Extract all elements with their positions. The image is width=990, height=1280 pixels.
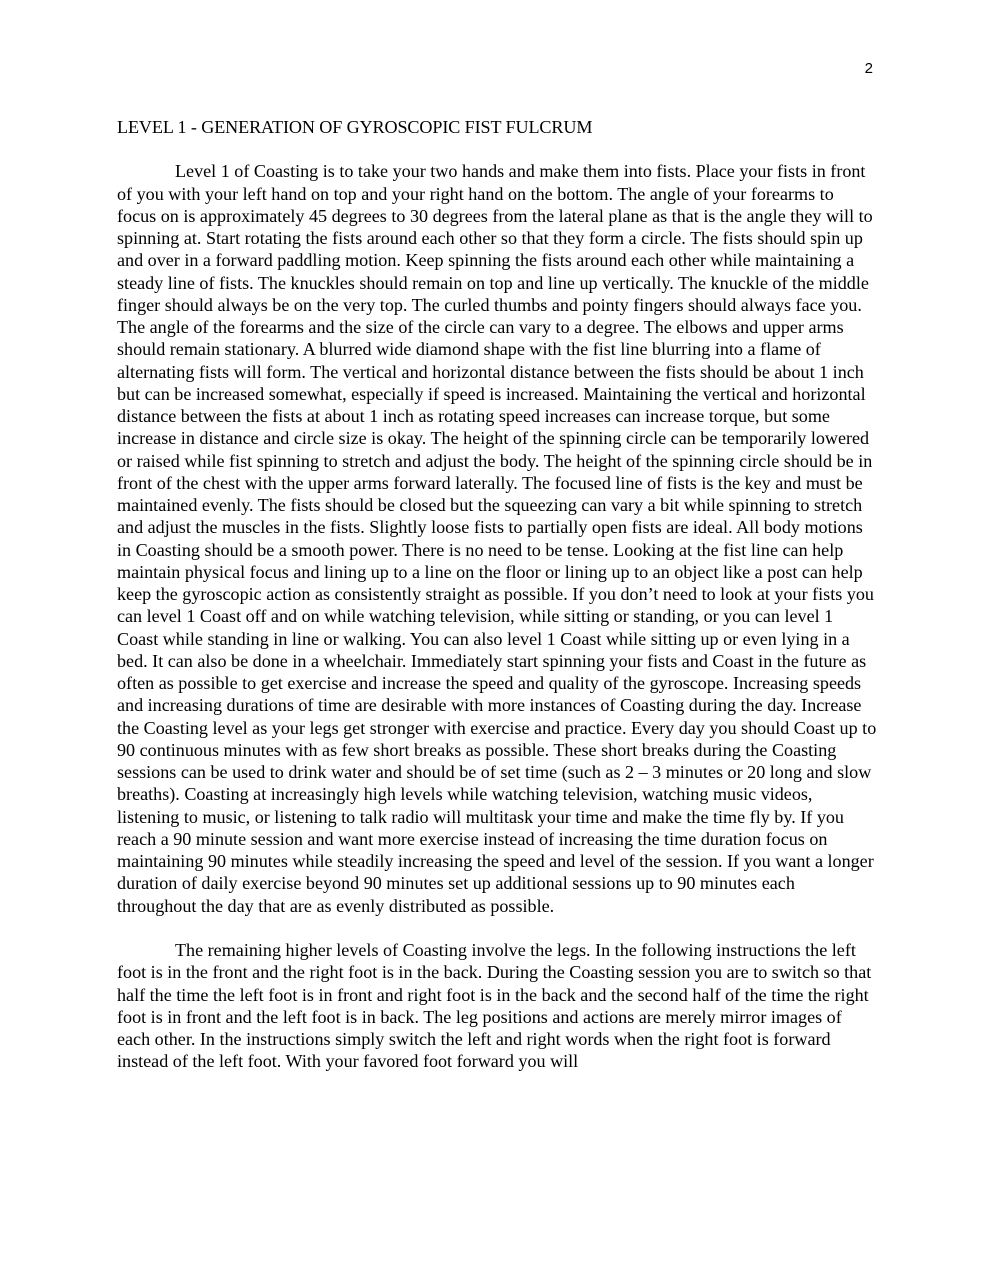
page-number: 2 — [864, 60, 873, 77]
paragraph-level-1: Level 1 of Coasting is to take your two hands and make them into fists. Place your fists in front of you with your left hand on top and your right hand on the bottom. The angle of your forearms to focus on is approximately 45 degrees to 30 degrees from the lateral plane as that is the angle they will to spinning at. Start rotating the fists around each other so that they form a circle. The fists should spin up and over in a forward paddling motion. Keep spinning the fists around each other while maintaining a steady line of fists. The knuckles should remain on top and line up vertically. The knuckle of the middle finger should always be on the very top. The curled thumbs and pointy fingers should always face you. The angle of the forearms and the size of the circle can vary to a degree. The elbows and upper arms should remain stationary. A blurred wide diamond shape with the fist line blurring into a flame of alternating fists will form. The vertical and horizontal distance between the fists should be about 1 inch but can be increased somewhat, especially if speed is increased. Maintaining the vertical and horizontal distance between the fists at about 1 inch as rotating speed increases can increase torque, but some increase in distance and circle size is okay. The height of the spinning circle can be temporarily lowered or raised while fist spinning to stretch and adjust the body. The height of the spinning circle should be in front of the chest with the upper arms forward laterally. The focused line of fists is the key and must be maintained evenly. The fists should be closed but the squeezing can vary a bit while spinning to stretch and adjust the muscles in the fists. Slightly loose fists to partially open fists are ideal. All body motions in Coasting should be a smooth power. There is no need to be tense. Looking at the fist line can help maintain physical focus and lining up to a line on the floor or lining up to an object like a post can help keep the gyroscopic action as consistently straight as possible. If you don’t need to look at your fists you can level 1 Coast off and on while watching television, while sitting or standing, or you can level 1 Coast while standing in line or walking. You can also level 1 Coast while sitting up or even lying in a bed. It can also be done in a wheelchair. Immediately start spinning your fists and Coast in the future as often as possible to get exercise and increase the speed and quality of the gyroscope. Increasing speeds and increasing durations of time are desirable with more instances of Coasting during the day. Increase the Coasting level as your legs get stronger with exercise and practice. Every day you should Coast up to 90 continuous minutes with as few short breaks as possible. These short breaks during the Coasting sessions can be used to drink water and should be of set time (such as 2 – 3 minutes or 20 long and slow breaths). Coasting at increasingly high levels while watching television, watching music videos, listening to music, or listening to talk radio will multitask your time and make the time fly by. If you reach a 90 minute session and want more exercise instead of increasing the time duration focus on maintaining 90 minutes while steadily increasing the speed and level of the session. If you want a longer duration of daily exercise beyond 90 minutes set up additional sessions up to 90 minutes each throughout the day that are as evenly distributed as possible. — [117, 161, 877, 916]
paragraph-higher-levels: The remaining higher levels of Coasting involve the legs. In the following instructions the left foot is in the front and the right foot is in the back. During the Coasting session you are to switch so that half the time the left foot is in front and right foot is in the back and the second half of the time the right foot is in front and the left foot is in back. The leg positions and actions are merely mirror images of each other. In the instructions simply switch the left and right words when the right foot is forward instead of the left foot. With your favored foot forward you will — [117, 940, 872, 1072]
page-content — [117, 116, 877, 1095]
section-heading: LEVEL 1 - GENERATION OF GYROSCOPIC FIST FULCRUM — [117, 117, 593, 137]
